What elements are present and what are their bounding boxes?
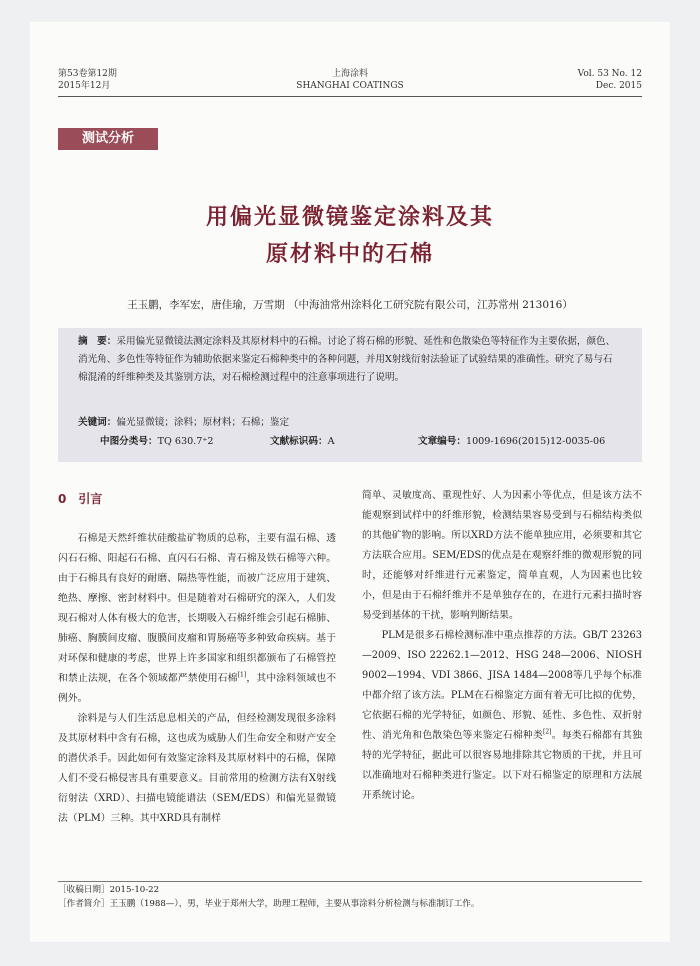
article-no-value: 1009-1696(2015)12-0035-06: [465, 436, 606, 447]
doc-code-label: 文献标识码：: [270, 436, 328, 447]
footnote-received-date: ［收稿日期］2015-10-22: [58, 885, 160, 895]
abstract: [78, 333, 618, 423]
document-code: [270, 433, 335, 451]
doc-code-value: A: [327, 436, 335, 447]
clc-number: [100, 433, 214, 451]
keywords-text: 偏光显微镜；涂料；原材料；石棉；鉴定: [116, 417, 290, 428]
section-tag: 测试分析: [58, 128, 158, 150]
keywords-label: 关键词：: [78, 417, 117, 428]
journal-name-cn: 上海涂料: [331, 69, 368, 79]
issue-date: 2015年12月: [58, 81, 111, 91]
clc-value: TQ 630.7⁺2: [157, 436, 214, 447]
issue-date-en: Dec. 2015: [595, 81, 642, 91]
citation-ref: [2]: [543, 728, 552, 736]
volume-issue: 第53卷第12期: [58, 69, 117, 79]
section-heading-introduction: 0 引言: [58, 492, 103, 506]
journal-volume-header-en: [578, 68, 642, 92]
footnote-divider: [58, 881, 642, 882]
header-divider: [58, 96, 642, 97]
body-paragraph: 石棉是天然纤维状硅酸盐矿物质的总称，主要有温石棉、透闪石石棉、阳起石石棉、直闪石石棉、青石棉及铁石棉等六种。由于石棉具有良好的耐磨、隔热等性能，而被广泛应用于建筑、绝热、摩擦、密封材料中。但是随着对石棉研究的深入，人们发现石棉对人体有极大的危害，长期吸入石棉纤维会引起石棉肺、肺癌、胸膜间皮瘤、腹膜间皮瘤和胃肠癌等多种致命疾病。基于对环保和健康的考虑，世界上许多国家和组织都颁布了石棉管控和禁止法规，在各个领域都严禁使用石棉[1]，其中涂料领域也不例外。: [58, 533, 337, 704]
article-title-line1: 用偏光显微镜鉴定涂料及其: [205, 205, 494, 230]
article-no-label: 文章编号：: [418, 436, 466, 447]
abstract-label: 摘 要：: [78, 336, 117, 347]
citation-ref: [1]: [237, 671, 247, 679]
article-number: [418, 433, 605, 451]
keywords: [78, 414, 618, 432]
body-paragraph: 涂料是与人们生活息息相关的产品，但经检测发现很多涂料及其原材料中含有石棉，这也成为威胁人们生命安全和财产安全的潜伏杀手。因此如何有效鉴定涂料及其原材料中的石棉，保障人们不受石棉侵害具有重要意义。目前常用的检测方法有X射线衍射法（XRD）、扫描电镜能谱法（SEM/EDS）和偏光显微镜法（PLM）三种。其中XRD具有制样: [58, 713, 336, 824]
article-title-line2: 原材料中的石棉: [265, 242, 434, 267]
abstract-text: 采用偏光显微镜法测定涂料及其原材料中的石棉。讨论了将石棉的形貌、延性和色散染色等特征作为主要依据，颜色、消光角、多色性等特征作为辅助依据来鉴定石棉种类中的各种问题，并用X射线衍射法验证了试验结果的准确性。研究了易与石棉混淆的纤维种类及其鉴别方法，对石棉检测过程中的注意事项进行了说明。: [78, 336, 616, 383]
authors-affiliation: 王玉鹏，李军宏，唐佳瑜，万雪期 （中海油常州涂料化工研究院有限公司，江苏常州 213016）: [127, 299, 573, 311]
volume-issue-en: Vol. 53 No. 12: [577, 69, 642, 79]
left-column: [58, 529, 336, 829]
body-paragraph: 简单、灵敏度高、重现性好、人为因素小等优点，但是该方法不能观察到试样中的纤维形貌，检测结果容易受到与石棉结构类似的其他矿物的影响。所以XRD方法不能单独应用，必须要和其它方法联合应用。SEM/EDS的优点是在观察纤维的微观形貌的同时，还能够对纤维进行元素鉴定，简单直观，人为因素也比较小，但是由于石棉纤维并不是单独存在的，在进行元素扫描时容易受到基体的干扰，影响判断结果。: [362, 490, 642, 621]
journal-name-en: SHANGHAI COATINGS: [296, 81, 404, 91]
body-paragraph: PLM是很多石棉检测标准中重点推荐的方法。GB/T 23263—2009、ISO 22262.1—2012、HSG 248—2006、NIOSH 9002—1994、VDI 3866、JISA 1484—2008等几乎每个标准中都介绍了该方法。PLM在石棉鉴定方面有着无可比拟的优势，它依据石棉的光学特征，如颜色、形貌、延性、多色性、双折射性、消光角和色散染色等来鉴定石棉种类[2]。每类石棉都有其独特的光学特征，据此可以很容易地排除其它物质的干扰，并且可以准确地对石棉种类进行鉴定。以下对石棉鉴定的原理和方法展开系统讨论。: [362, 630, 643, 801]
footnote-author-bio: ［作者简介］王玉鹏（1988—），男，毕业于郑州大学，助理工程师，主要从事涂料分析检测与标准制订工作。: [58, 899, 480, 909]
clc-label: 中图分类号：: [100, 436, 158, 447]
right-column: [362, 486, 642, 806]
